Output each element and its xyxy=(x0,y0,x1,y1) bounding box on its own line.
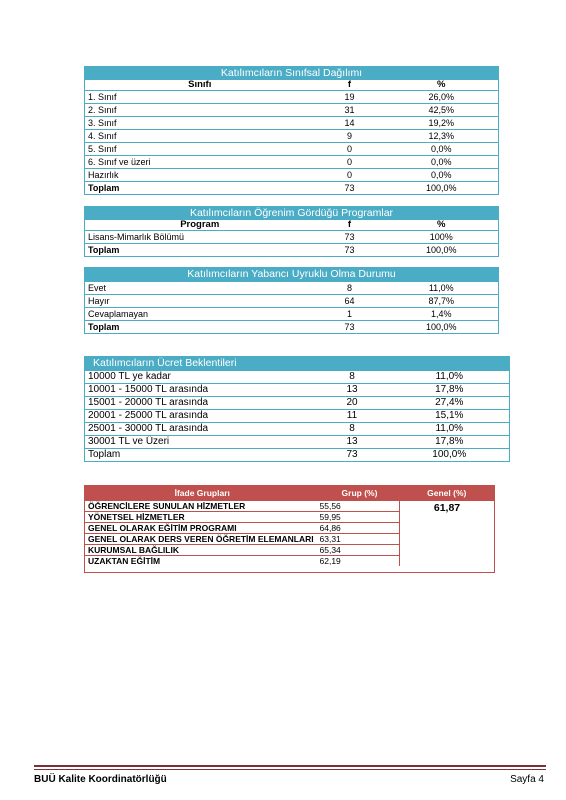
footer-divider xyxy=(34,765,546,767)
table-row: Hazırlık 0 0,0% xyxy=(85,169,499,182)
table-row: ÖĞRENCİLERE SUNULAN HİZMETLER 55,56 61,87 xyxy=(85,501,495,512)
column-header: % xyxy=(437,80,446,90)
table-row: YÖNETSEL HİZMETLER 59,95 xyxy=(85,512,495,523)
column-header: f xyxy=(347,80,352,90)
table-row: 15001 - 20000 TL arasında 20 27,4% xyxy=(85,397,510,410)
table-title: Katılımcıların Sınıfsal Dağılımı xyxy=(85,67,499,81)
table-row: 2. Sınıf 31 42,5% xyxy=(85,104,499,117)
column-header: % xyxy=(437,220,446,230)
salary-expectations-table xyxy=(84,356,510,462)
page-number: Sayfa 4 xyxy=(510,774,544,785)
table-row: KURUMSAL BAĞLILIK 65,34 xyxy=(85,545,495,556)
column-header: İfade Grupları xyxy=(85,486,320,501)
table-row: 10000 TL ye kadar 8 11,0% xyxy=(85,371,510,384)
overall-value: 61,87 xyxy=(433,501,461,514)
column-header: Sınıfı xyxy=(188,80,212,90)
column-header: Grup (%) xyxy=(320,486,400,501)
table-row: 1. Sınıf 19 26,0% xyxy=(85,91,499,104)
table-row: 3. Sınıf 14 19,2% xyxy=(85,117,499,130)
total-row: Toplam 73 100,0% xyxy=(85,321,499,334)
column-header: Genel (%) xyxy=(400,486,495,501)
total-row: Toplam 73 100,0% xyxy=(85,182,499,195)
total-row: Toplam 73 100,0% xyxy=(85,449,510,462)
table-row: UZAKTAN EĞİTİM 62,19 xyxy=(85,556,495,567)
table-row: 30001 TL ve Üzeri 13 17,8% xyxy=(85,436,510,449)
footer-organization: BUÜ Kalite Koordinatörlüğü xyxy=(34,774,167,785)
table-row: GENEL OLARAK DERS VEREN ÖĞRETİM ELEMANLARI 63,31 xyxy=(85,534,495,545)
table-row: 25001 - 30000 TL arasında 8 11,0% xyxy=(85,423,510,436)
table-row: 20001 - 25000 TL arasında 11 15,1% xyxy=(85,410,510,423)
footer-divider xyxy=(34,769,546,770)
class-distribution-table xyxy=(84,66,499,195)
statement-groups-table xyxy=(84,485,495,573)
table-row: Hayır 64 87,7% xyxy=(85,295,499,308)
table-row: Evet 8 11,0% xyxy=(85,282,499,295)
table-title: Katılımcıların Yabancı Uyruklu Olma Durumu xyxy=(85,268,499,282)
table-row: Lisans-Mimarlık Bölümü 73 100% xyxy=(85,231,499,244)
table-row: 6. Sınıf ve üzeri 0 0,0% xyxy=(85,156,499,169)
column-header: f xyxy=(347,220,352,230)
table-title: Katılımcıların Ücret Beklentileri xyxy=(85,357,510,371)
column-header: Program xyxy=(180,220,220,230)
total-row: Toplam 73 100,0% xyxy=(85,244,499,257)
programs-table xyxy=(84,206,499,257)
table-row: 10001 - 15000 TL arasında 13 17,8% xyxy=(85,384,510,397)
table-row: 4. Sınıf 9 12,3% xyxy=(85,130,499,143)
table-title: Katılımcıların Öğrenim Gördüğü Programlar xyxy=(85,207,499,221)
table-row: 5. Sınıf 0 0,0% xyxy=(85,143,499,156)
table-row: Cevaplamayan 1 1,4% xyxy=(85,308,499,321)
foreign-nationality-table xyxy=(84,267,499,334)
table-row: GENEL OLARAK EĞİTİM PROGRAMI 64,86 xyxy=(85,523,495,534)
